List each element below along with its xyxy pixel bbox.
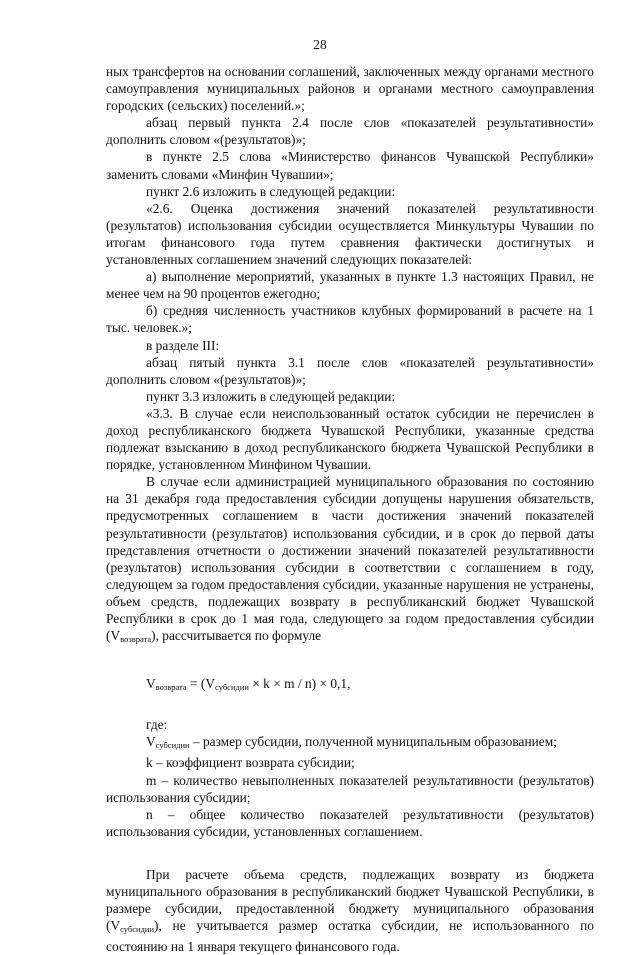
paragraph-list bbox=[106, 63, 594, 473]
formula-s-subscript: субсидии bbox=[215, 682, 249, 693]
paragraph: ных трансфертов на основании соглашений, заключенных между органами местного самоуправления муниципальных районов и органами местного самоуправления городских (сельских) поселений.»; bbox=[106, 64, 594, 114]
case-paragraph-text: В случае если администрацией муниципального образования по состоянию на 31 декабря года предоставления субсидии допущены нарушения обязательств, предусмотренных соглашением в части достижения значений показателей результативности (результатов) использования субсидии, и в срок до первой даты представления отчетности о достижении значений показателей результативности (результатов) использования субсидии в соответствии с соглашением в году, следующем за годом предоставления субсидии, указанные нарушения не устранены, объем средств, подлежащих возврату в республиканский бюджет Чувашской Республики в срок до 1 мая года, следующего за годом предоставления субсидии (V bbox=[106, 474, 594, 644]
final-paragraph-subscript: субсидии bbox=[120, 924, 155, 935]
definition-line bbox=[106, 716, 594, 733]
paragraph: абзац первый пункта 2.4 после слов «показателей результативности» дополнить словом «(результатов)»; bbox=[106, 115, 594, 148]
paragraph: пункт 3.3 изложить в следующей редакции: bbox=[146, 388, 396, 404]
case-paragraph bbox=[106, 473, 594, 648]
paragraph: в пункте 2.5 слова «Министерство финансов Чувашской Республики» заменить словами «Минфин Чувашии»; bbox=[106, 149, 594, 182]
case-paragraph-subscript: возврата bbox=[120, 634, 152, 645]
final-paragraph-tail: ), не учитывается размер остатка субсидии, не использованного по состоянию на 1 января текущего финансового года. bbox=[106, 918, 594, 955]
definition-symbol: V bbox=[146, 734, 156, 750]
formula-v: V bbox=[146, 676, 156, 692]
final-paragraph-text: При расчете объема средств, подлежащих возврату из бюджета муниципального образования в республиканский бюджет Чувашской Республики, в размере субсидии, предоставленной бюджету муниципального образования (V bbox=[106, 866, 594, 934]
text-column bbox=[106, 63, 594, 955]
definition-subscript: субсидии bbox=[155, 740, 190, 751]
formula bbox=[106, 675, 594, 696]
definition-symbol: где: bbox=[146, 717, 168, 733]
paragraph: б) средняя численность участников клубных формирований в расчете на 1 тыс. человек.»; bbox=[106, 303, 594, 336]
formula-v-subscript: возврата bbox=[155, 682, 187, 693]
final-paragraph bbox=[106, 866, 594, 955]
paragraph: а) выполнение мероприятий, указанных в пункте 1.3 настоящих Правил, не менее чем на 90 процентов ежегодно; bbox=[106, 269, 594, 302]
paragraph: «3.3. В случае если неиспользованный остаток субсидии не перечислен в доход республиканского бюджета Чувашской Республики, указанные средства подлежат взысканию в доход республиканского бюджета Чувашской Республики в порядке, установленном Минфином Чувашии. bbox=[106, 405, 594, 473]
definition-line bbox=[106, 754, 594, 771]
definition-symbol: n bbox=[146, 806, 153, 822]
formula-middle: = (V bbox=[186, 676, 216, 692]
definition-line bbox=[106, 772, 594, 806]
definition-symbol: k bbox=[146, 755, 153, 771]
definition-text: – размер субсидии, полученной муниципальным образованием; bbox=[189, 734, 557, 750]
paragraph: абзац пятый пункта 3.1 после слов «показателей результативности» дополнить словом «(результатов)»; bbox=[106, 354, 594, 387]
definition-list bbox=[106, 716, 594, 840]
definition-text: – общее количество показателей результативности (результатов) использования субсидии, установленных соглашением. bbox=[106, 806, 594, 839]
paragraph: «2.6. Оценка достижения значений показателей результативности (результатов) использования субсидии осуществляется Минкультуры Чувашии по итогам финансового года путем сравнения фактически достигнутых и установленных соглашением значений следующих показателей: bbox=[106, 200, 594, 268]
definition-text: – коэффициент возврата субсидии; bbox=[152, 755, 355, 771]
definition-symbol: m bbox=[146, 772, 157, 788]
formula-rest: × k × m / n) × 0,1, bbox=[248, 676, 351, 692]
page-number: 28 bbox=[313, 37, 327, 52]
paragraph: пункт 2.6 изложить в следующей редакции: bbox=[146, 183, 396, 199]
definition-text: – количество невыполненных показателей результативности (результатов) использования субсидии; bbox=[106, 772, 594, 805]
definition-line bbox=[106, 733, 594, 754]
paragraph: в разделе III: bbox=[146, 337, 220, 353]
definition-line bbox=[106, 806, 594, 840]
case-paragraph-tail: ), рассчитывается по формуле bbox=[151, 628, 322, 644]
